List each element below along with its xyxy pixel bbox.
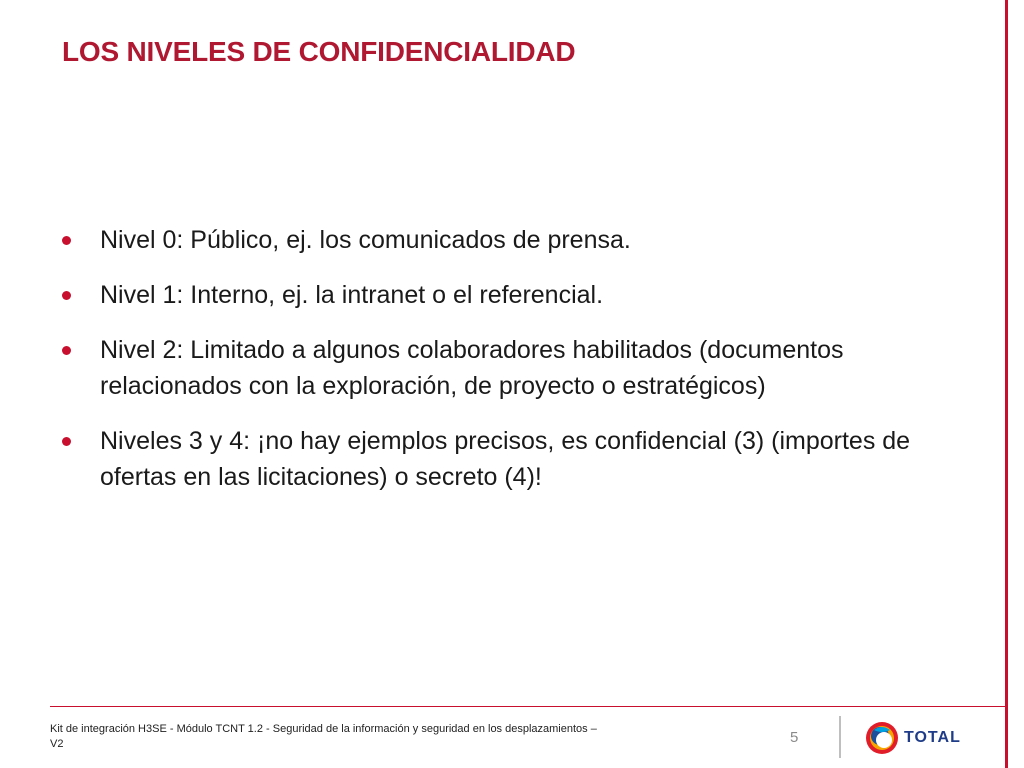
bullet-list [60, 222, 960, 514]
bullet-item-levels-3-4 [60, 423, 960, 495]
page-number: 5 [790, 729, 799, 746]
slide-title: LOS NIVELES DE CONFIDENCIALIDAD [62, 36, 576, 67]
total-logo-icon [862, 718, 902, 758]
bullet-text: Nivel 2: Limitado a algunos colaboradores habilitados (documentos relacionados con la exploración, de proyecto o estratégicos) [100, 336, 844, 400]
bullet-item-level-0 [60, 222, 960, 258]
right-accent-rule [1005, 0, 1008, 768]
bullet-text: Nivel 0: Público, ej. los comunicados de prensa. [100, 226, 631, 254]
bullet-text: Nivel 1: Interno, ej. la intranet o el referencial. [100, 281, 604, 309]
bullet-item-level-1 [60, 277, 960, 313]
bullet-text: Niveles 3 y 4: ¡no hay ejemplos precisos, es confidencial (3) (importes de ofertas en las licitaciones) o secreto (4)! [100, 427, 911, 491]
footer-caption: Kit de integración H3SE - Módulo TCNT 1.2 - Seguridad de la información y seguridad en los desplazamientos – V2 [50, 723, 597, 750]
footer-separator [839, 716, 841, 758]
bullet-dot-icon [62, 437, 71, 446]
bullet-dot-icon [62, 236, 71, 245]
bullet-dot-icon [62, 291, 71, 300]
bullet-item-level-2 [60, 332, 960, 404]
footer-divider [50, 706, 1005, 707]
bullet-dot-icon [62, 346, 71, 355]
logo-wordmark: TOTAL [904, 729, 961, 746]
total-logo [862, 718, 972, 758]
